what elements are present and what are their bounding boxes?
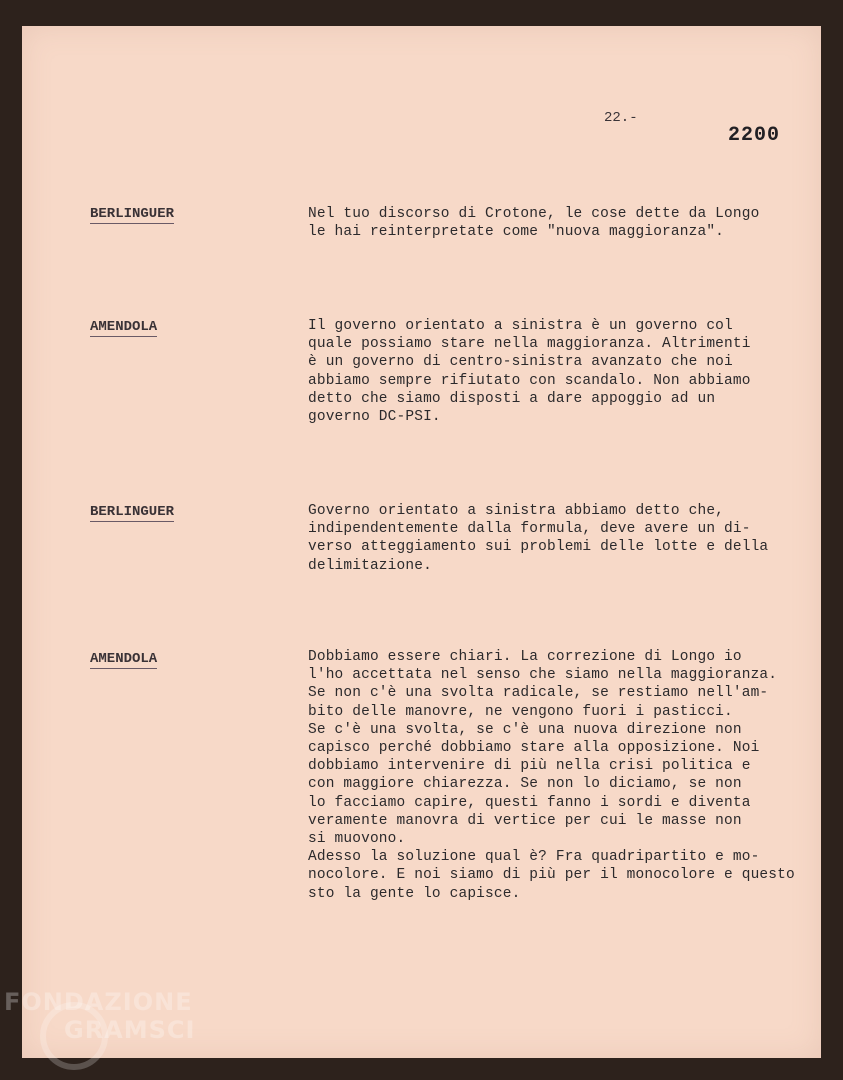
watermark-line-2: GRAMSCI [64, 1016, 196, 1044]
speech-block [308, 317, 813, 426]
speech-line: verso atteggiamento sui problemi delle lotte e della [308, 539, 769, 556]
speech-line: Nel tuo discorso di Crotone, le cose dette da Longo [308, 206, 760, 222]
speech-line: quale possiamo stare nella maggioranza. Altrimenti [308, 336, 751, 353]
speaker-label: AMENDOLA [90, 651, 158, 667]
speech-line: Se non c'è una svolta radicale, se restiamo nell'am- [308, 685, 769, 702]
watermark-line-1: FONDAZIONE [4, 988, 193, 1016]
speech-line: le hai reinterpretate come "nuova maggioranza". [308, 224, 725, 241]
speech-line: governo DC-PSI. [308, 409, 441, 426]
speech-line: capisco perché dobbiamo stare alla opposizione. Noi [308, 740, 760, 757]
speech-line: veramente manovra di vertice per cui le masse non [308, 812, 742, 829]
speech-line: abbiamo sempre rifiutato con scandalo. Non abbiamo [308, 372, 751, 389]
speech-line: detto che siamo disposti a dare appoggio ad un [308, 390, 716, 407]
page-number-typed: 22.- [604, 110, 638, 126]
speech-line: Se c'è una svolta, se c'è una nuova direzione non [308, 721, 742, 738]
speech-line: Governo orientato a sinistra abbiamo detto che, [308, 503, 725, 519]
speech-line: è un governo di centro-sinistra avanzato che noi [308, 354, 733, 371]
speech-line: Il governo orientato a sinistra è un governo col [308, 318, 733, 334]
document-page [22, 26, 821, 1058]
speech-line: delimitazione. [308, 557, 432, 574]
speaker-label: BERLINGUER [90, 206, 175, 222]
speech-line: con maggiore chiarezza. Se non lo diciamo, se non [308, 776, 742, 793]
page-number-stamped: 2200 [728, 124, 781, 147]
speech-line: sto la gente lo capisce. [308, 885, 521, 902]
speech-line: Dobbiamo essere chiari. La correzione di Longo io [308, 649, 742, 665]
speech-block [308, 502, 813, 575]
speech-line: l'ho accettata nel senso che siamo nella maggioranza. [308, 667, 778, 684]
speech-line: dobbiamo intervenire di più nella crisi politica e [308, 758, 751, 775]
speaker-label: AMENDOLA [90, 319, 158, 335]
speech-block [308, 205, 813, 241]
speech-line: Adesso la soluzione qual è? Fra quadripartito e mo- [308, 849, 760, 866]
speech-line: indipendentemente dalla formula, deve avere un di- [308, 521, 751, 538]
speech-line: si muovono. [308, 831, 406, 848]
speech-line: lo facciamo capire, questi fanno i sordi e diventa [308, 794, 751, 811]
speech-block [308, 648, 813, 903]
speech-line: nocolore. E noi siamo di più per il monocolore e questo [308, 867, 795, 884]
speaker-label: BERLINGUER [90, 504, 175, 520]
speech-line: bito delle manovre, ne vengono fuori i pasticci. [308, 703, 733, 720]
